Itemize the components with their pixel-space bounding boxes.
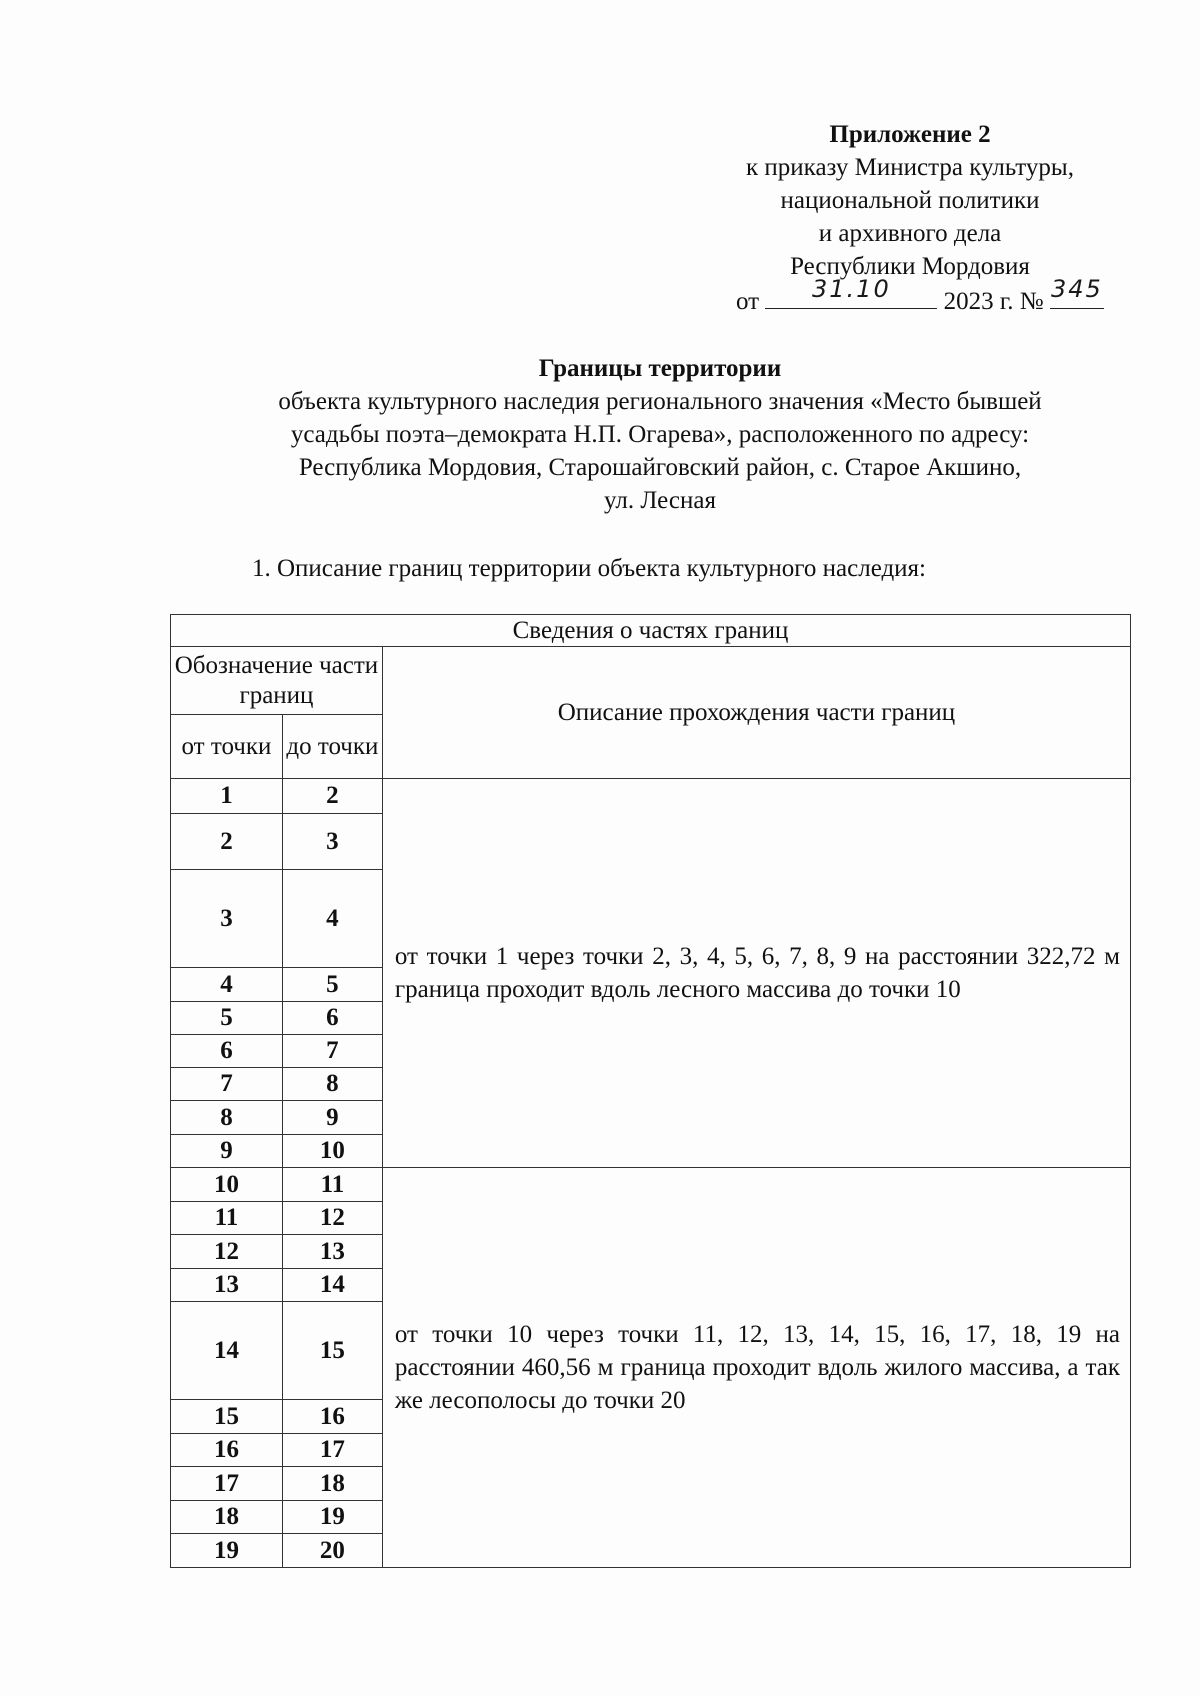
header-to-point: до точки <box>282 715 382 779</box>
cell-from-point: 12 <box>171 1235 283 1269</box>
cell-to-point: 7 <box>282 1035 382 1068</box>
cell-from-point: 15 <box>171 1400 283 1434</box>
cell-to-point: 5 <box>282 968 382 1002</box>
cell-from-point: 17 <box>171 1467 283 1501</box>
cell-from-point: 19 <box>171 1534 283 1568</box>
order-date-number-line <box>736 275 1104 318</box>
boundary-description-1: от точки 1 через точки 2, 3, 4, 5, 6, 7, 8, 9 на расстоянии 322,72 м граница проходит вдоль лесного массива до точки 10 <box>382 779 1130 1168</box>
cell-to-point: 4 <box>282 870 382 968</box>
annex-line: национальной политики <box>780 187 1040 214</box>
boundary-description-2: от точки 10 через точки 11, 12, 13, 14, 15, 16, 17, 18, 19 на расстоянии 460,56 м граница проходит вдоль жилого массива, а так же лесополосы до точки 20 <box>382 1168 1130 1568</box>
cell-to-point: 12 <box>282 1202 382 1235</box>
cell-from-point: 6 <box>171 1035 283 1068</box>
order-date-handwritten: 31.10 <box>812 275 891 303</box>
cell-from-point: 1 <box>171 779 283 814</box>
annex-line: и архивного дела <box>818 220 1002 247</box>
heading-line: усадьбы поэта–демократа Н.П. Огарева», расположенного по адресу: <box>290 421 1030 448</box>
cell-to-point: 10 <box>282 1135 382 1168</box>
cell-to-point: 15 <box>282 1302 382 1400</box>
cell-from-point: 16 <box>171 1434 283 1467</box>
cell-from-point: 2 <box>171 814 283 870</box>
cell-to-point: 17 <box>282 1434 382 1467</box>
header-description: Описание прохождения части границ <box>382 647 1130 779</box>
cell-to-point: 18 <box>282 1467 382 1501</box>
heading-line: Республика Мордовия, Старошайговский район, с. Старое Акшино, <box>298 454 1022 481</box>
cell-to-point: 2 <box>282 779 382 814</box>
cell-to-point: 19 <box>282 1501 382 1534</box>
table-caption: Сведения о частях границ <box>171 615 1131 647</box>
order-number-handwritten: 345 <box>1051 275 1103 303</box>
heading-line: объекта культурного наследия регионального значения «Место бывшей <box>278 388 1042 415</box>
document-title: Границы территории <box>538 355 782 382</box>
cell-from-point: 8 <box>171 1101 283 1135</box>
cell-to-point: 8 <box>282 1068 382 1101</box>
order-prefix: от <box>736 288 760 315</box>
cell-from-point: 14 <box>171 1302 283 1400</box>
cell-to-point: 3 <box>282 814 382 870</box>
annex-block <box>700 118 1120 283</box>
cell-from-point: 7 <box>171 1068 283 1101</box>
cell-to-point: 6 <box>282 1002 382 1035</box>
cell-to-point: 11 <box>282 1168 382 1202</box>
cell-from-point: 13 <box>171 1269 283 1302</box>
cell-to-point: 14 <box>282 1269 382 1302</box>
cell-from-point: 5 <box>171 1002 283 1035</box>
section-heading: 1. Описание границ территории объекта культурного наследия: <box>252 555 926 582</box>
document-heading <box>200 352 1120 517</box>
annex-line: Республики Мордовия <box>790 253 1030 280</box>
header-designation: Обозначение части границ <box>171 647 383 715</box>
order-date-field <box>765 275 937 309</box>
order-number-field <box>1050 275 1104 309</box>
cell-to-point: 13 <box>282 1235 382 1269</box>
boundaries-table <box>170 614 1131 1568</box>
annex-title: Приложение 2 <box>829 121 991 148</box>
cell-from-point: 4 <box>171 968 283 1002</box>
cell-from-point: 3 <box>171 870 283 968</box>
header-from-point: от точки <box>171 715 283 779</box>
order-year: 2023 г. № <box>943 288 1044 315</box>
heading-line: ул. Лесная <box>604 487 716 514</box>
cell-from-point: 18 <box>171 1501 283 1534</box>
cell-from-point: 9 <box>171 1135 283 1168</box>
cell-from-point: 10 <box>171 1168 283 1202</box>
cell-to-point: 9 <box>282 1101 382 1135</box>
cell-to-point: 20 <box>282 1534 382 1568</box>
annex-line: к приказу Министра культуры, <box>746 154 1074 181</box>
cell-from-point: 11 <box>171 1202 283 1235</box>
cell-to-point: 16 <box>282 1400 382 1434</box>
